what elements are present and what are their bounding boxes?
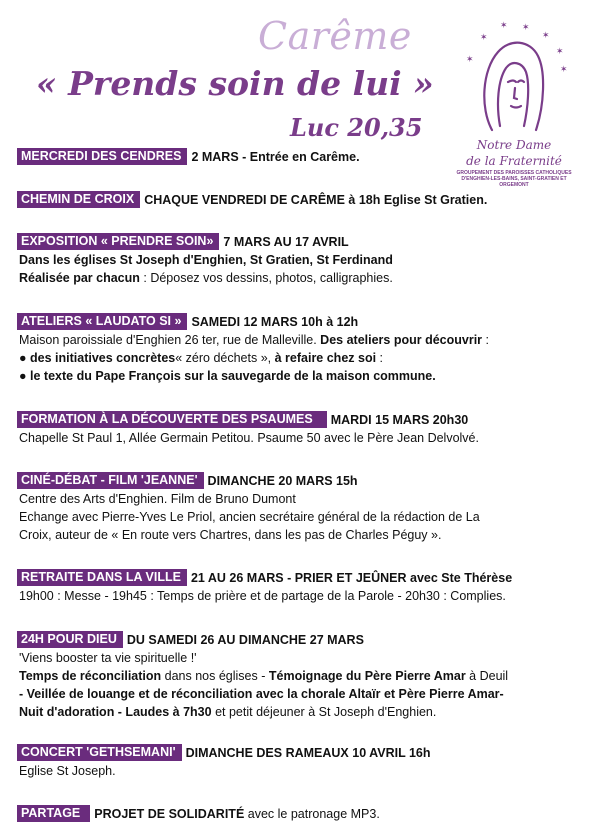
24h-tag: 24H POUR DIEU [17, 631, 123, 648]
exhibition-churches: Dans les églises St Joseph d'Enghien, St Gratien, St Ferdinand [19, 253, 393, 267]
ash-wednesday-tag: MERCREDI DES CENDRES [17, 148, 187, 165]
section-way-of-cross [17, 191, 582, 209]
section-concert [17, 744, 582, 780]
sharing-tag: PARTAGE [17, 805, 90, 822]
exhibition-instructions: : Déposez vos dessins, photos, calligraphies. [139, 271, 393, 285]
24h-dates: DU SAMEDI 26 AU DIMANCHE 27 MARS [126, 633, 364, 647]
24h-adoration-title: Nuit d'adoration - Laudes à 7h30 [19, 705, 212, 719]
section-exhibition [17, 233, 582, 287]
section-24h-for-god [17, 631, 582, 721]
laudato-si-colon: : [482, 333, 489, 347]
sharing-project: PROJET DE SOLIDARITÉ [94, 807, 245, 821]
cine-debat-location: Centre des Arts d'Enghien. Film de Bruno Dumont [19, 492, 296, 506]
ash-wednesday-text: 2 MARS - Entrée en Carême. [191, 150, 360, 164]
svg-text:✶: ✶ [522, 23, 530, 33]
retreat-tag: RETRAITE DANS LA VILLE [17, 569, 187, 586]
svg-text:✶: ✶ [466, 55, 474, 65]
svg-text:✶: ✶ [542, 31, 550, 41]
svg-text:✶: ✶ [560, 65, 568, 75]
retreat-dates: 21 AU 26 MARS - PRIER ET JEÛNER avec Ste Thérèse [190, 571, 513, 585]
way-of-cross-text: CHAQUE VENDREDI DE CARÊME à 18h Eglise St Gratien. [144, 193, 488, 207]
24h-reconciliation-title: Temps de réconciliation [19, 669, 162, 683]
bullet1-part3: à refaire chez soi [274, 351, 377, 365]
section-laudato-si [17, 313, 582, 385]
cine-debat-book: Croix, auteur de « En route vers Chartres, dans les pas de Charles Péguy ». [19, 528, 442, 542]
logo-name-line2: de la Fraternité [466, 154, 562, 168]
laudato-si-bullet1 [17, 349, 582, 367]
24h-breakfast: et petit déjeuner à St Joseph d'Enghien. [211, 705, 437, 719]
svg-text:✶: ✶ [500, 21, 508, 31]
psalms-details: Chapelle St Paul 1, Allée Germain Petitou. Psaume 50 avec le Père Jean Delvolvé. [19, 431, 479, 445]
theme-title: « Prends soin de lui » [36, 64, 434, 103]
cine-debat-guest: Echange avec Pierre-Yves Le Priol, ancien secrétaire général de la rédaction de La [19, 510, 480, 524]
lent-title: Carême [258, 14, 412, 58]
psalms-tag: FORMATION À LA DÉCOUVERTE DES PSAUMES [17, 411, 327, 428]
retreat-schedule: 19h00 : Messe - 19h45 : Temps de prière et de partage de la Parole - 20h30 : Complies. [19, 589, 506, 603]
cine-debat-tag: CINÉ-DÉBAT - FILM 'JEANNE' [17, 472, 204, 489]
bullet1-part1: ● des initiatives concrètes [19, 351, 176, 365]
exhibition-by-all: Réalisée par chacun [19, 271, 140, 285]
24h-motto: 'Viens booster ta vie spirituelle !' [19, 651, 197, 665]
laudato-si-bullet2: ● le texte du Pape François sur la sauvegarde de la maison commune. [19, 369, 436, 383]
exhibition-details [17, 269, 582, 287]
bullet1-part2: « zéro déchets », [175, 351, 275, 365]
24h-testimony: Témoignage du Père Pierre Amar [268, 669, 466, 683]
laudato-si-discover: Des ateliers pour découvrir [320, 333, 483, 347]
laudato-si-address: Maison paroissiale d'Enghien 26 ter, rue de Malleville. [19, 333, 321, 347]
way-of-cross-tag: CHEMIN DE CROIX [17, 191, 140, 208]
exhibition-tag: EXPOSITION « PRENDRE SOIN» [17, 233, 219, 250]
concert-date: DIMANCHE DES RAMEAUX 10 AVRIL 16h [185, 746, 431, 760]
24h-in-churches: dans nos églises - [161, 669, 269, 683]
laudato-si-location [17, 331, 582, 349]
section-cine-debat [17, 472, 582, 544]
virgin-mary-icon [452, 18, 576, 138]
logo-name-line1: Notre Dame [476, 138, 552, 152]
concert-tag: CONCERT 'GETHSEMANI' [17, 744, 182, 761]
laudato-si-date: SAMEDI 12 MARS 10h à 12h [191, 315, 359, 329]
section-ash-wednesday [17, 148, 582, 166]
section-sharing [17, 805, 582, 823]
logo-tagline-line2: D'ENGHIEN-LES-BAINS, SAINT-GRATIEN ET ORGEMONT [461, 176, 567, 188]
24h-reconciliation [17, 667, 582, 685]
logo-tagline-line1: GROUPEMENT DES PAROISSES CATHOLIQUES [456, 170, 572, 176]
psalms-date: MARDI 15 MARS 20h30 [330, 413, 469, 427]
logo-tagline [452, 170, 576, 188]
exhibition-dates: 7 MARS AU 17 AVRIL [223, 235, 349, 249]
section-psalms [17, 411, 582, 447]
24h-vigil: - Veillée de louange et de réconciliation avec la chorale Altaïr et Père Pierre Amar- [19, 687, 504, 701]
scripture-reference: Luc 20,35 [290, 113, 423, 142]
24h-deuil: à Deuil [465, 669, 509, 683]
svg-text:✶: ✶ [556, 47, 564, 57]
cine-debat-date: DIMANCHE 20 MARS 15h [207, 474, 358, 488]
sharing-partner: avec le patronage MP3. [244, 807, 380, 821]
concert-location: Eglise St Joseph. [19, 764, 116, 778]
svg-text:✶: ✶ [480, 33, 488, 43]
section-retreat [17, 569, 582, 605]
bullet1-part4: : [376, 351, 384, 365]
24h-adoration [17, 703, 582, 721]
laudato-si-tag: ATELIERS « LAUDATO SI » [17, 313, 187, 330]
